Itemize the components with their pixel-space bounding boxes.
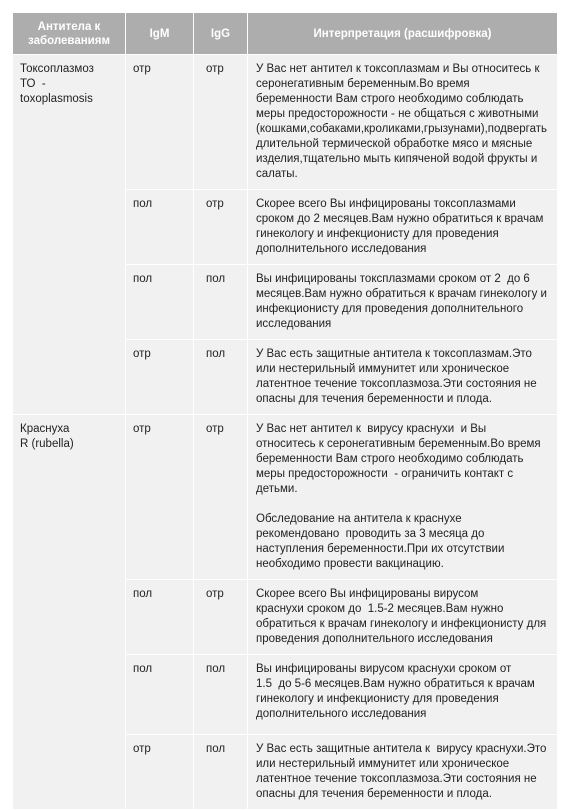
igm-value: отр	[126, 735, 194, 810]
interpretation-cell	[248, 735, 558, 810]
header-disease: Антитела к заболеваниям	[13, 13, 126, 55]
header-row	[13, 13, 558, 55]
interpretation-text: Скорее всего Вы инфицированы вирусом краснухи сроком до 1.5-2 месяцев.Вам нужно обратиться к врачам гинекологу и инфекционисту для проведения дополнительного исследования	[256, 588, 547, 645]
table-row	[13, 55, 558, 190]
interpretation-cell	[248, 415, 558, 580]
igm-value: пол	[126, 190, 194, 265]
igm-value: отр	[126, 55, 194, 190]
interpretation-cell	[248, 655, 558, 735]
interpretation-cell	[248, 55, 558, 190]
igm-value: отр	[126, 415, 194, 580]
disease-name: Краснуха R (rubella)	[20, 423, 74, 450]
table-row	[13, 415, 558, 580]
antibody-interpretation-table	[12, 12, 558, 810]
igg-value: пол	[194, 340, 248, 415]
interpretation-text: У Вас есть защитные антитела к вирусу краснухи.Это или нестерильный иммунитет или хроническое латентное течение токсоплазмоза.Эти состояния не опасны для течения беременности и плода.	[256, 743, 547, 800]
igm-value: пол	[126, 655, 194, 735]
header-igm: IgM	[126, 13, 194, 55]
header-igg: IgG	[194, 13, 248, 55]
igg-value: пол	[194, 265, 248, 340]
igm-value: пол	[126, 580, 194, 655]
igg-value: пол	[194, 655, 248, 735]
table-header	[13, 13, 558, 55]
interpretation-cell	[248, 265, 558, 340]
igg-value: отр	[194, 580, 248, 655]
interpretation-text: У Вас нет антител к вирусу краснухи и Вы относитесь к серонегативным беременным.Во время беременности Вам строго необходимо соблюдать меры предосторожности - ограничить контакт с детьми.	[256, 423, 541, 495]
igm-value: пол	[126, 265, 194, 340]
interpretation-text: Вы инфицированы токсплазмами сроком от 2 до 6 месяцев.Вам нужно обратиться к врачам гинекологу и инфекционисту для проведения дополнительного исследования	[256, 273, 547, 330]
igg-value: отр	[194, 190, 248, 265]
interpretation-text: Вы инфицированы вирусом краснухи сроком от 1.5 до 5-6 месяцев.Вам нужно обратиться к врачам гинекологу и инфекционисту для проведения дополнительного исследования	[256, 663, 535, 720]
interpretation-cell	[248, 580, 558, 655]
table-body	[13, 55, 558, 810]
interpretation-text: У Вас нет антител к токсоплазмам и Вы относитесь к серонегативным беременным.Во время беременности Вам строго необходимо соблюдать меры предосторожности - не общаться с животными (кошками,собаками,кроликами,грызунами),подвергать длительной термической обработке мясо и мясные изделия,тщательно мыть кипяченой водой фрукты и салаты.	[256, 63, 547, 180]
interpretation-cell	[248, 340, 558, 415]
disease-cell-rubella	[13, 415, 126, 810]
igg-value: отр	[194, 415, 248, 580]
interpretation-text: У Вас есть защитные антитела к токсоплазмам.Это или нестерильный иммунитет или хроническое латентное течение токсоплазмоза.Эти состояния не опасны для течения беременности и плода.	[256, 348, 537, 405]
disease-cell-toxoplasmosis	[13, 55, 126, 415]
igm-value: отр	[126, 340, 194, 415]
disease-name: Токсоплазмоз ТО - toxoplasmosis	[20, 63, 94, 105]
igg-value: отр	[194, 55, 248, 190]
interpretation-text: Обследование на антитела к краснухе рекомендовано проводить за 3 месяца до наступления беременности.При их отсутствии необходимо провести вакцинацию.	[256, 513, 505, 570]
interpretation-text: Скорее всего Вы инфицированы токсоплазмами сроком до 2 месяцев.Вам нужно обратиться к врачам гинекологу и инфекционисту для проведения дополнительного исследования	[256, 198, 544, 255]
igg-value: пол	[194, 735, 248, 810]
interpretation-cell	[248, 190, 558, 265]
header-interpretation: Интерпретация (расшифровка)	[248, 13, 558, 55]
